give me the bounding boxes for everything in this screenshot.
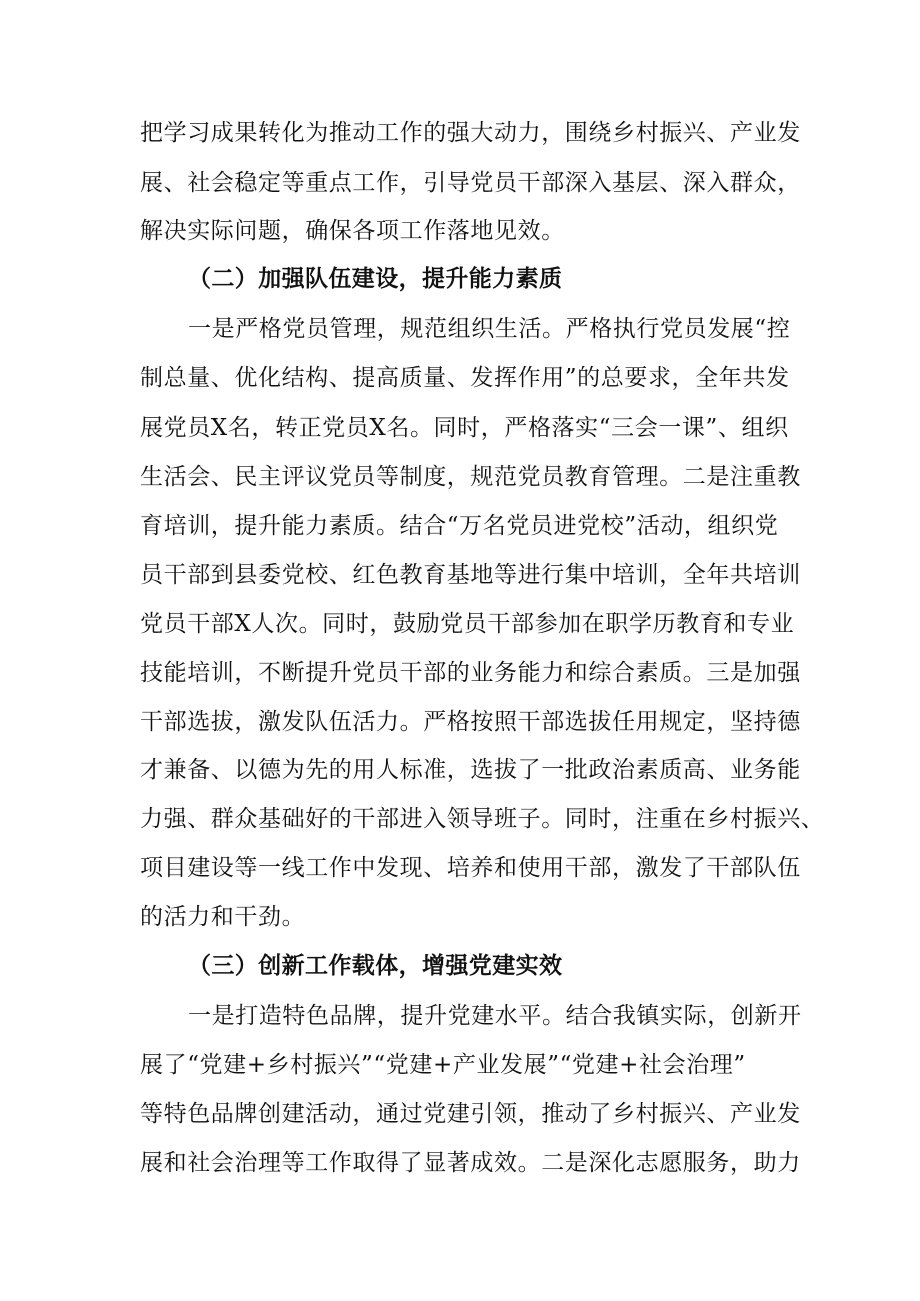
body-line: 力强、群众基础好的干部进入领导班子。同时，注重在乡村振兴、 — [140, 806, 825, 832]
body-line: 党员干部X人次。同时，鼓励党员干部参加在职学历教育和专业 — [140, 611, 795, 637]
body-line: 制总量、优化结构、提高质量、发挥作用”的总要求，全年共发 — [140, 365, 790, 391]
body-line: 干部选拔，激发队伍活力。严格按照干部选拔任用规定，坚持德 — [140, 709, 801, 735]
body-line: 育培训，提升能力素质。结合“万名党员进党校”活动，组织党 — [140, 513, 779, 539]
body-line: 才兼备、以德为先的用人标准，选拔了一批政治素质高、业务能 — [140, 757, 801, 783]
body-line: 展、社会稳定等重点工作，引导党员干部深入基层、深入群众， — [140, 170, 801, 196]
body-line: 把学习成果转化为推动工作的强大动力，围绕乡村振兴、产业发 — [140, 120, 801, 146]
body-line: 解决实际问题，确保各项工作落地见效。 — [140, 218, 565, 244]
body-line: 的活力和干劲。 — [140, 904, 306, 930]
body-line: 项目建设等一线工作中发现、培养和使用干部，激发了干部队伍 — [140, 855, 801, 881]
section-heading-3: （三）创新工作载体，增强党建实效 — [188, 952, 563, 979]
body-line: 一是严格党员管理，规范组织生活。严格执行党员发展“控 — [188, 316, 791, 342]
body-line: 等特色品牌创建活动，通过党建引领，推动了乡村振兴、产业发 — [140, 1101, 801, 1127]
body-line: 生活会、民主评议党员等制度，规范党员教育管理。二是注重教 — [140, 464, 801, 490]
body-line: 技能培训，不断提升党员干部的业务能力和综合素质。三是加强 — [140, 660, 801, 686]
body-line: 展了“党建+乡村振兴”“党建+产业发展”“党建+社会治理” — [140, 1052, 746, 1078]
body-line: 展党员X名，转正党员X名。同时，严格落实“三会一课”、组织 — [140, 415, 789, 441]
section-heading-2: （二）加强队伍建设，提升能力素质 — [188, 265, 563, 292]
body-line: 员干部到县委党校、红色教育基地等进行集中培训，全年共培训 — [140, 562, 801, 588]
body-line: 展和社会治理等工作取得了显著成效。二是深化志愿服务，助力 — [140, 1150, 801, 1176]
body-line: 一是打造特色品牌，提升党建水平。结合我镇实际，创新开 — [188, 1003, 802, 1029]
